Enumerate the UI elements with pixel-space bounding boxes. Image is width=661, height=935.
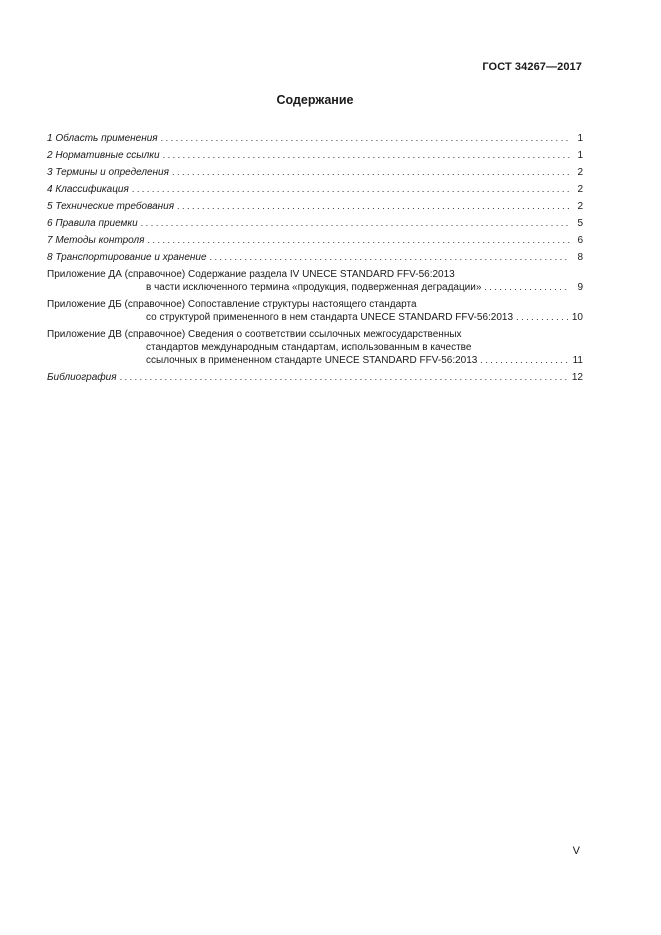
toc-appendix-db[interactable] — [47, 298, 583, 324]
dot-leader — [132, 183, 570, 196]
appendix-continuation-text: в части исключенного термина «продукция, подверженная деградации» — [146, 282, 482, 293]
toc-entry-page: 11 — [572, 355, 583, 366]
standard-code: ГОСТ 34267—2017 — [482, 61, 582, 73]
table-of-contents — [47, 132, 583, 384]
toc-entry-transport-storage[interactable] — [47, 251, 583, 264]
appendix-continuation — [47, 311, 583, 324]
dot-leader — [141, 217, 570, 230]
toc-entry-page: 1 — [577, 133, 583, 144]
appendix-title: Приложение ДА (справочное) Содержание раздела IV UNECE STANDARD FFV-56:2013 — [47, 269, 455, 280]
toc-entry-acceptance-rules[interactable] — [47, 217, 583, 230]
toc-appendix-da[interactable] — [47, 268, 583, 294]
toc-entry-page: 12 — [571, 372, 583, 383]
dot-leader — [480, 354, 569, 367]
toc-title: Содержание — [276, 93, 354, 107]
toc-entry-technical-requirements[interactable] — [47, 200, 583, 213]
dot-leader — [177, 200, 570, 213]
toc-entry-label: 3 Термины и определения — [47, 167, 169, 178]
appendix-continuation — [47, 354, 583, 367]
appendix-continuation — [47, 281, 583, 294]
toc-entry-label: 1 Область применения — [47, 133, 158, 144]
toc-entry-label: 8 Транспортирование и хранение — [47, 252, 207, 263]
toc-appendix-dv[interactable] — [47, 328, 583, 367]
toc-entry-label: 5 Технические требования — [47, 201, 175, 212]
toc-entry-page: 10 — [571, 312, 583, 323]
appendix-continuation: стандартов международным стандартам, использованным в качестве — [146, 342, 472, 353]
dot-leader — [147, 234, 570, 247]
dot-leader — [210, 251, 570, 264]
appendix-title: Приложение ДВ (справочное) Сведения о соответствии ссылочных межгосударственных — [47, 329, 462, 340]
appendix-continuation-text: со структурой примененного в нем стандарта UNECE STANDARD FFV-56:2013 — [146, 312, 514, 323]
dot-leader — [120, 371, 569, 384]
toc-entry-page: 6 — [577, 235, 583, 246]
toc-entry-references[interactable] — [47, 149, 583, 162]
dot-leader — [172, 166, 570, 179]
appendix-title: Приложение ДБ (справочное) Сопоставление структуры настоящего стандарта — [47, 299, 417, 310]
toc-entry-classification[interactable] — [47, 183, 583, 196]
dot-leader — [163, 149, 570, 162]
toc-entry-page: 5 — [577, 218, 583, 229]
toc-entry-label: 6 Правила приемки — [47, 218, 138, 229]
toc-entry-control-methods[interactable] — [47, 234, 583, 247]
toc-entry-bibliography[interactable] — [47, 371, 583, 384]
toc-entry-page: 1 — [577, 150, 583, 161]
toc-entry-label: 2 Нормативные ссылки — [47, 150, 160, 161]
toc-entry-label: Библиография — [47, 372, 117, 383]
toc-entry-page: 9 — [577, 282, 583, 293]
toc-entry-page: 2 — [577, 167, 583, 178]
toc-entry-label: 4 Классификация — [47, 184, 129, 195]
page-number: V — [572, 845, 580, 857]
toc-entry-page: 2 — [577, 201, 583, 212]
toc-entry-page: 8 — [577, 252, 583, 263]
toc-entry-terms[interactable] — [47, 166, 583, 179]
dot-leader — [484, 281, 570, 294]
dot-leader — [161, 132, 570, 145]
appendix-continuation-text: ссылочных в примененном стандарте UNECE STANDARD FFV-56:2013 — [146, 355, 478, 366]
toc-entry-scope[interactable] — [47, 132, 583, 145]
toc-entry-label: 7 Методы контроля — [47, 235, 145, 246]
toc-entry-page: 2 — [577, 184, 583, 195]
dot-leader — [516, 311, 569, 324]
